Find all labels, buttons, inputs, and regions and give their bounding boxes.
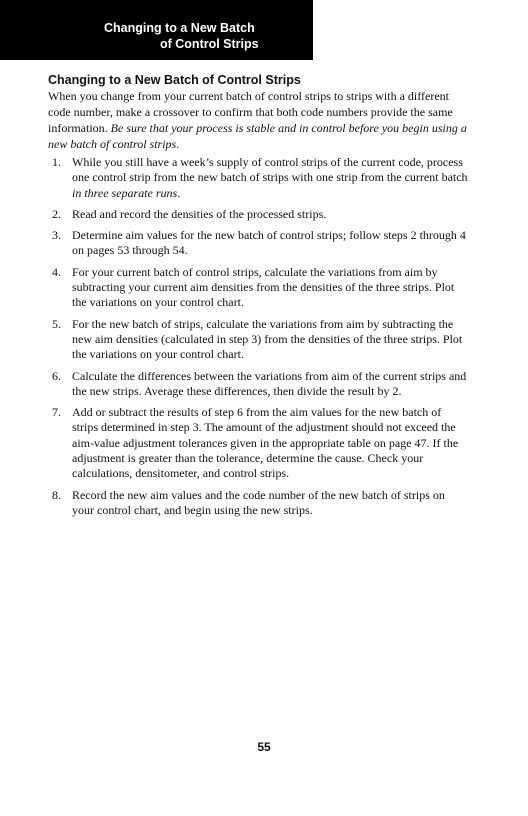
step-text: For your current batch of control strips, calculate the variations from aim by subtracting your current aim densities from the densities of the three strips. Plot the variations on your control chart. [72, 264, 455, 310]
step-text: Determine aim values for the new batch of control strips; follow steps 2 through 4 on pages 53 through 54. [72, 228, 466, 258]
step-number: 4. [52, 264, 61, 279]
intro-paragraph [48, 88, 468, 152]
step-item [48, 369, 468, 400]
step-text: Calculate the differences between the variations from aim of the current strips and the new strips. Average these differences, then divide the result by 2. [72, 368, 467, 398]
chapter-title-line-2: of Control Strips [160, 37, 259, 51]
page-content [48, 72, 468, 524]
step-item [48, 228, 468, 259]
step-text: Read and record the densities of the processed strips. [72, 206, 327, 221]
step-text: Record the new aim values and the code number of the new batch of strips on your control chart, and begin using the new strips. [72, 487, 445, 517]
step-number: 1. [52, 155, 61, 169]
step-text: While you still have a week’s supply of control strips of the current code, process one control strip from the new batch of strips with one strip from the current batch [72, 155, 468, 185]
step-number: 7. [52, 405, 61, 420]
step-item [48, 265, 468, 311]
section-heading: Changing to a New Batch of Control Strips [48, 73, 301, 87]
steps-list [48, 155, 468, 518]
step-number: 3. [52, 228, 61, 243]
step-item [48, 155, 468, 201]
step-emphasis: in three separate runs [72, 185, 178, 200]
step-number: 6. [52, 368, 61, 383]
intro-text: When you change from your current batch of control strips to strips with a different code number, make a crossover to confirm that both code numbers provide the same information. [48, 89, 453, 135]
intro-end: . [176, 137, 180, 151]
step-item [48, 317, 468, 363]
intro-emphasis: Be sure that your process is stable and in control before you begin using a new batch of control strips [48, 121, 467, 151]
step-item [48, 207, 468, 222]
step-number: 5. [52, 316, 61, 331]
step-end: . [177, 185, 181, 200]
step-number: 8. [52, 487, 61, 502]
chapter-title-line-1: Changing to a New Batch [104, 21, 255, 35]
step-number: 2. [52, 206, 61, 221]
chapter-header-tab [0, 0, 313, 60]
page-number: 55 [257, 740, 271, 754]
step-text: Add or subtract the results of step 6 from the aim values for the new batch of strips determined in step 3. The amount of the adjustment should not exceed the aim-value adjustment tolerances given in the appropriate table on page 47. If the adjustment is greater than the tolerance, determine the cause. Check your calculations, densitometer, and control strips. [72, 405, 459, 481]
step-text: For the new batch of strips, calculate the variations from aim by subtracting the new aim densities (calculated in step 3) from the densities of the three strips. Plot the variations on your control chart. [72, 316, 463, 362]
step-item [48, 488, 468, 519]
step-item [48, 405, 468, 481]
